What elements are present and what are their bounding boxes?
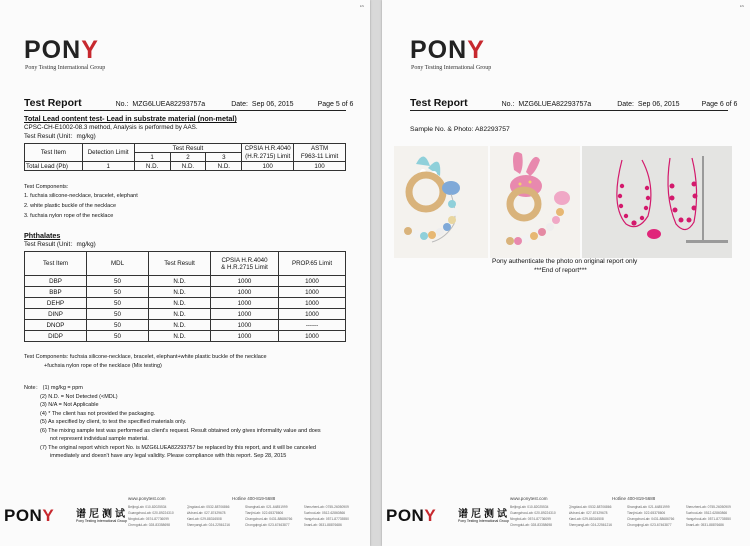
footer-chinese-name: 谱尼测试 (458, 509, 510, 520)
phth-cell: 1000 (279, 298, 346, 309)
page-number: Page 6 of 6 (701, 101, 738, 108)
footer-lab-list (128, 505, 360, 527)
logo-subtitle: Pony Testing International Group (25, 65, 106, 71)
components2-line2: +fuchsia nylon rope of the necklace (Mix testing) (44, 363, 162, 369)
teether-blue-illustration (394, 146, 488, 258)
footer-lab: ChangchunLab: 0431-88686766 (245, 517, 293, 521)
phth-cell: 1000 (211, 287, 279, 298)
page-corner-mark: EN (359, 4, 364, 8)
lead-h-col: 2 (170, 153, 206, 162)
components2-line1: Test Components: fuchsia silicone-necklace, bracelet, elephant+white plastic buckle of the necklace (24, 354, 267, 360)
phth-cell: DNOP (25, 320, 87, 331)
report-header (24, 97, 357, 109)
footer-lab: WuhanLab: 027-87429678 (186, 511, 226, 515)
footer-hotline: Hotline 400-819-5688 (232, 496, 276, 501)
phth-cell: 1000 (211, 320, 279, 331)
phth-h-cpsia: CPSIA H.R.4040 & H.R.2715 Limit (211, 252, 279, 276)
phth-cell: BBP (25, 287, 87, 298)
table-row (25, 276, 346, 287)
table-row (25, 331, 346, 342)
phth-cell: N.D. (149, 309, 211, 320)
sample-line: Sample No. & Photo: A82293757 (410, 126, 510, 133)
lead-h-item: Test Item (25, 144, 83, 162)
note-item: (3) N/A = Not Applicable (40, 402, 99, 408)
component-item: 2. white plastic buckle of the necklace (24, 203, 117, 209)
lead-cell: N.D. (206, 162, 242, 171)
note-item: (5) As specified by client, to test the specified materials only. (40, 419, 187, 425)
phth-cell: DIDP (25, 331, 87, 342)
report-date-value: Sep 06, 2015 (251, 101, 294, 108)
report-no-label: No.: (501, 101, 515, 108)
phth-cell: DBP (25, 276, 87, 287)
photo-authentication-note: Pony authenticate the photo on original report only (492, 258, 638, 265)
note-item: not represent individual sample material. (50, 436, 149, 442)
report-page-6 (382, 0, 750, 546)
end-of-report: ***End of report*** (534, 267, 587, 274)
footer-lab: QingdaoLab: 0532-88706866 (568, 505, 612, 509)
phth-cell: N.D. (149, 320, 211, 331)
lead-h-cpsia: CPSIA H.R.4040 (242, 144, 294, 153)
phth-cell: 50 (87, 276, 149, 287)
footer-lab: TianjinLab: 022-65378606 (245, 511, 284, 515)
lead-h-col: 3 (206, 153, 242, 162)
pony-logo: PONY (24, 36, 99, 64)
phth-cell: N.D. (149, 287, 211, 298)
footer-lab: ShenzhenLab: 0755-26050909 (685, 505, 731, 509)
footer-lab: ShenyangLab: 024-22561216 (568, 523, 612, 527)
report-title: Test Report (24, 97, 82, 109)
footer-website: www.ponytest.com (510, 496, 548, 501)
note-item: (6) The mixing sample test was performed as client's request. Result obtained only gives informality value and does (40, 427, 321, 434)
phth-cell: 50 (87, 298, 149, 309)
phth-cell: N.D. (149, 298, 211, 309)
footer-logo: PONY (4, 506, 55, 525)
table-row (25, 162, 346, 171)
footer-lab: XianLab: 029-88316508 (568, 517, 604, 521)
table-row (25, 320, 346, 331)
footer-lab: ChengduLab: 028-83358698 (128, 523, 170, 527)
page-footer (382, 488, 750, 546)
footer-lab: ShenzhenLab: 0755-26050909 (303, 505, 349, 509)
footer-lab: SuzhouLab: 0512-62860866 (303, 511, 346, 515)
report-no-value: MZG6LUEA82293757a (518, 101, 592, 108)
necklace-illustration (582, 146, 732, 258)
lead-cell: N.D. (134, 162, 170, 171)
header-rule (24, 110, 346, 111)
footer-lab: NingboLab: 0574-87736099 (510, 517, 551, 521)
phth-cell: 1000 (279, 309, 346, 320)
logo-subtitle: Pony Testing International Group (411, 65, 492, 71)
footer-lab: ChongqingLab: 023-67463877 (245, 523, 290, 527)
lead-cell: Total Lead (Pb) (25, 162, 83, 171)
note-item: (2) N.D. = Not Detected (<MDL) (40, 393, 118, 400)
lead-cell: 1 (82, 162, 134, 171)
footer-lab: ChongqingLab: 023-67463877 (627, 523, 672, 527)
footer-subtitle: Pony Testing International Group (76, 519, 127, 523)
phth-cell: 1000 (211, 331, 279, 342)
phth-cell: DINP (25, 309, 87, 320)
footer-lab-list (510, 505, 742, 527)
phth-cell: 1000 (211, 298, 279, 309)
report-date-label: Date: (231, 101, 248, 108)
lead-cell: 100 (242, 162, 294, 171)
lead-h-astm-2: F963-11 Limit (294, 153, 346, 162)
pony-logo: PONY (410, 36, 485, 64)
footer-lab: JinanLab: 0531-88876686 (303, 523, 342, 527)
lead-h-astm: ASTM (294, 144, 346, 153)
footer-subtitle: Pony Testing International Group (458, 519, 509, 523)
footer-lab: ShanghaiLab: 021-64851999 (245, 505, 288, 509)
footer-lab: ChangchunLab: 0431-88686766 (627, 517, 675, 521)
phth-cell: 1000 (211, 309, 279, 320)
report-date-label: Date: (617, 101, 634, 108)
note-item: (7) The original report which report No. is MZG6LUEA82293757 be replaced by this report, and it will be canceled (40, 444, 316, 451)
phth-cell: 1000 (279, 331, 346, 342)
footer-lab: WuhanLab: 027-87429678 (568, 511, 608, 515)
phth-cell: 50 (87, 320, 149, 331)
footer-lab: ShenyangLab: 024-22561216 (186, 523, 230, 527)
phthalates-table (24, 251, 346, 342)
report-no-label: No.: (115, 101, 129, 108)
phth-cell: ------ (279, 320, 346, 331)
lead-h-cpsia-2: (H.R.2715) Limit (242, 153, 294, 162)
phth-cell: 1000 (279, 276, 346, 287)
phth-h-result: Test Result (149, 252, 211, 276)
footer-lab: NingboLab: 0574-87736099 (128, 517, 169, 521)
phth-cell: N.D. (149, 331, 211, 342)
footer-lab: ShanghaiLab: 021-64851999 (627, 505, 670, 509)
note-item: (4) * The client has not provided the packaging. (40, 410, 156, 417)
phth-h-prop: PROP.65 Limit (279, 252, 346, 276)
teether-pink-illustration (490, 146, 580, 258)
component-item: 3. fuchsia nylon rope of the necklace (24, 213, 114, 219)
footer-hotline: Hotline 400-819-5688 (612, 496, 656, 501)
phth-cell: 50 (87, 331, 149, 342)
footer-lab: HangzhouLab: 0571-87735550 (303, 517, 349, 521)
phth-cell: 1000 (211, 276, 279, 287)
footer-website: www.ponytest.com (128, 496, 166, 501)
footer-lab: BeijingLab: 010-82025534 (128, 505, 167, 509)
page-corner-mark: EN (739, 4, 744, 8)
footer-logo: PONY (386, 506, 437, 525)
phth-h-item: Test Item (25, 252, 87, 276)
page-footer (0, 488, 370, 546)
section-lead-method: CPSC-CH-E1002-08.3 method, Analysis is performed by AAS. (24, 124, 198, 131)
footer-lab: GuangzhouLab: 020-89224310 (510, 511, 556, 515)
footer-lab: QingdaoLab: 0532-88706866 (186, 505, 230, 509)
footer-lab: SuzhouLab: 0512-62860866 (685, 511, 728, 515)
report-page-5 (0, 0, 370, 546)
phth-h-mdl: MDL (87, 252, 149, 276)
footer-lab: ChengduLab: 028-83358698 (510, 523, 552, 527)
table-row (25, 298, 346, 309)
footer-lab: JinanLab: 0531-88876686 (685, 523, 724, 527)
component-item: 1. fuchsia silicone-necklace, bracelet, elephant (24, 193, 138, 199)
phth-cell: 1000 (279, 287, 346, 298)
report-no-value: MZG6LUEA82293757a (132, 101, 206, 108)
sample-photo-necklace (582, 146, 732, 258)
sample-photo-pink-teether (490, 146, 580, 258)
page-number: Page 5 of 6 (317, 101, 354, 108)
footer-lab: GuangzhouLab: 020-89224310 (128, 511, 174, 515)
table-row (25, 309, 346, 320)
report-date-value: Sep 06, 2015 (637, 101, 680, 108)
lead-h-dl: Detection Limit (82, 144, 134, 162)
notes-block (24, 384, 321, 461)
lead-cell: N.D. (170, 162, 206, 171)
sample-photo-blue-teether (394, 146, 488, 258)
lead-table (24, 143, 346, 171)
report-header (410, 97, 741, 109)
note-item: immediately and doesn't have any legal validity. Please compliance with this report. Sep 28, 2015 (50, 453, 287, 459)
notes-line-1: Note： (1) mg/kg = ppm (24, 385, 83, 391)
lead-cell: 100 (294, 162, 346, 171)
section-phthalates-title: Phthalates (24, 231, 61, 240)
section-lead-unit: Test Result (Unit：mg/kg) (24, 133, 96, 140)
lead-h-result: Test Result (134, 144, 242, 153)
section-lead-title: Total Lead content test- Lead in substrate material (non-metal) (24, 114, 237, 123)
table-row (25, 287, 346, 298)
section-phthalates-unit: Test Result (Unit：mg/kg) (24, 241, 96, 248)
lead-h-col: 1 (134, 153, 170, 162)
footer-lab: TianjinLab: 022-65378606 (627, 511, 666, 515)
footer-lab: HangzhouLab: 0571-87735550 (685, 517, 731, 521)
phth-cell: 50 (87, 309, 149, 320)
report-title: Test Report (410, 97, 468, 109)
footer-chinese-name: 谱尼测试 (76, 509, 128, 520)
phth-cell: 50 (87, 287, 149, 298)
footer-lab: XianLab: 029-88316508 (186, 517, 222, 521)
footer-lab: BeijingLab: 010-82025534 (510, 505, 549, 509)
phth-cell: N.D. (149, 276, 211, 287)
phth-cell: DEHP (25, 298, 87, 309)
components-label: Test Components: (24, 184, 69, 190)
header-rule (410, 110, 728, 111)
